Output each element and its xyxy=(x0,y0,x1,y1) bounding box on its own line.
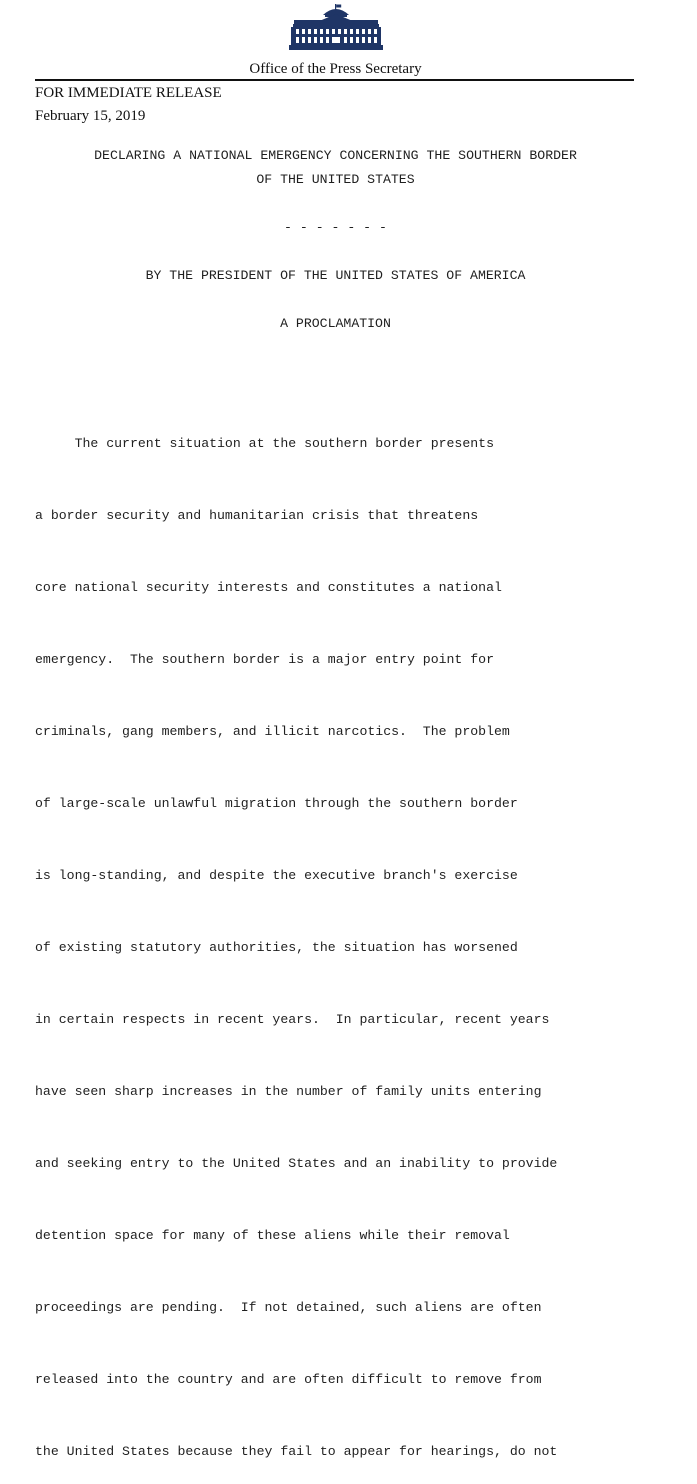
body-line: core national security interests and constitutes a national xyxy=(35,580,502,595)
header-divider xyxy=(35,79,634,81)
body-line: in certain respects in recent years. In particular, recent years xyxy=(35,1012,550,1027)
body-line: proceedings are pending. If not detained, such aliens are often xyxy=(35,1300,542,1315)
body-line: have seen sharp increases in the number of family units entering xyxy=(35,1084,542,1099)
proclamation-body xyxy=(35,384,675,1484)
section-separator: - - - - - - - xyxy=(284,220,387,235)
body-line: and seeking entry to the United States and an inability to provide xyxy=(35,1156,558,1171)
proclamation-byline: BY THE PRESIDENT OF THE UNITED STATES OF AMERICA xyxy=(145,268,526,283)
body-line: released into the country and are often difficult to remove from xyxy=(35,1372,542,1387)
body-line: detention space for many of these aliens while their removal xyxy=(35,1228,510,1243)
body-line: a border security and humanitarian crisis that threatens xyxy=(35,508,479,523)
body-line: the United States because they fail to appear for hearings, do not xyxy=(35,1444,558,1459)
release-date: February 15, 2019 xyxy=(35,108,146,124)
proclamation-title-line-2: OF THE UNITED STATES xyxy=(256,172,415,187)
release-status: FOR IMMEDIATE RELEASE xyxy=(35,85,222,101)
press-release-header xyxy=(0,0,697,82)
body-line: The current situation at the southern border presents xyxy=(35,436,494,451)
proclamation-label: A PROCLAMATION xyxy=(280,316,391,331)
body-line: criminals, gang members, and illicit narcotics. The problem xyxy=(35,724,510,739)
body-line: emergency. The southern border is a major entry point for xyxy=(35,652,494,667)
office-name: Office of the Press Secretary xyxy=(249,61,422,77)
body-line: of existing statutory authorities, the situation has worsened xyxy=(35,940,518,955)
white-house-icon xyxy=(289,4,383,50)
body-line: of large-scale unlawful migration through the southern border xyxy=(35,796,518,811)
proclamation-title-line-1: DECLARING A NATIONAL EMERGENCY CONCERNING THE SOUTHERN BORDER xyxy=(94,148,577,163)
body-line: is long-standing, and despite the executive branch's exercise xyxy=(35,868,518,883)
